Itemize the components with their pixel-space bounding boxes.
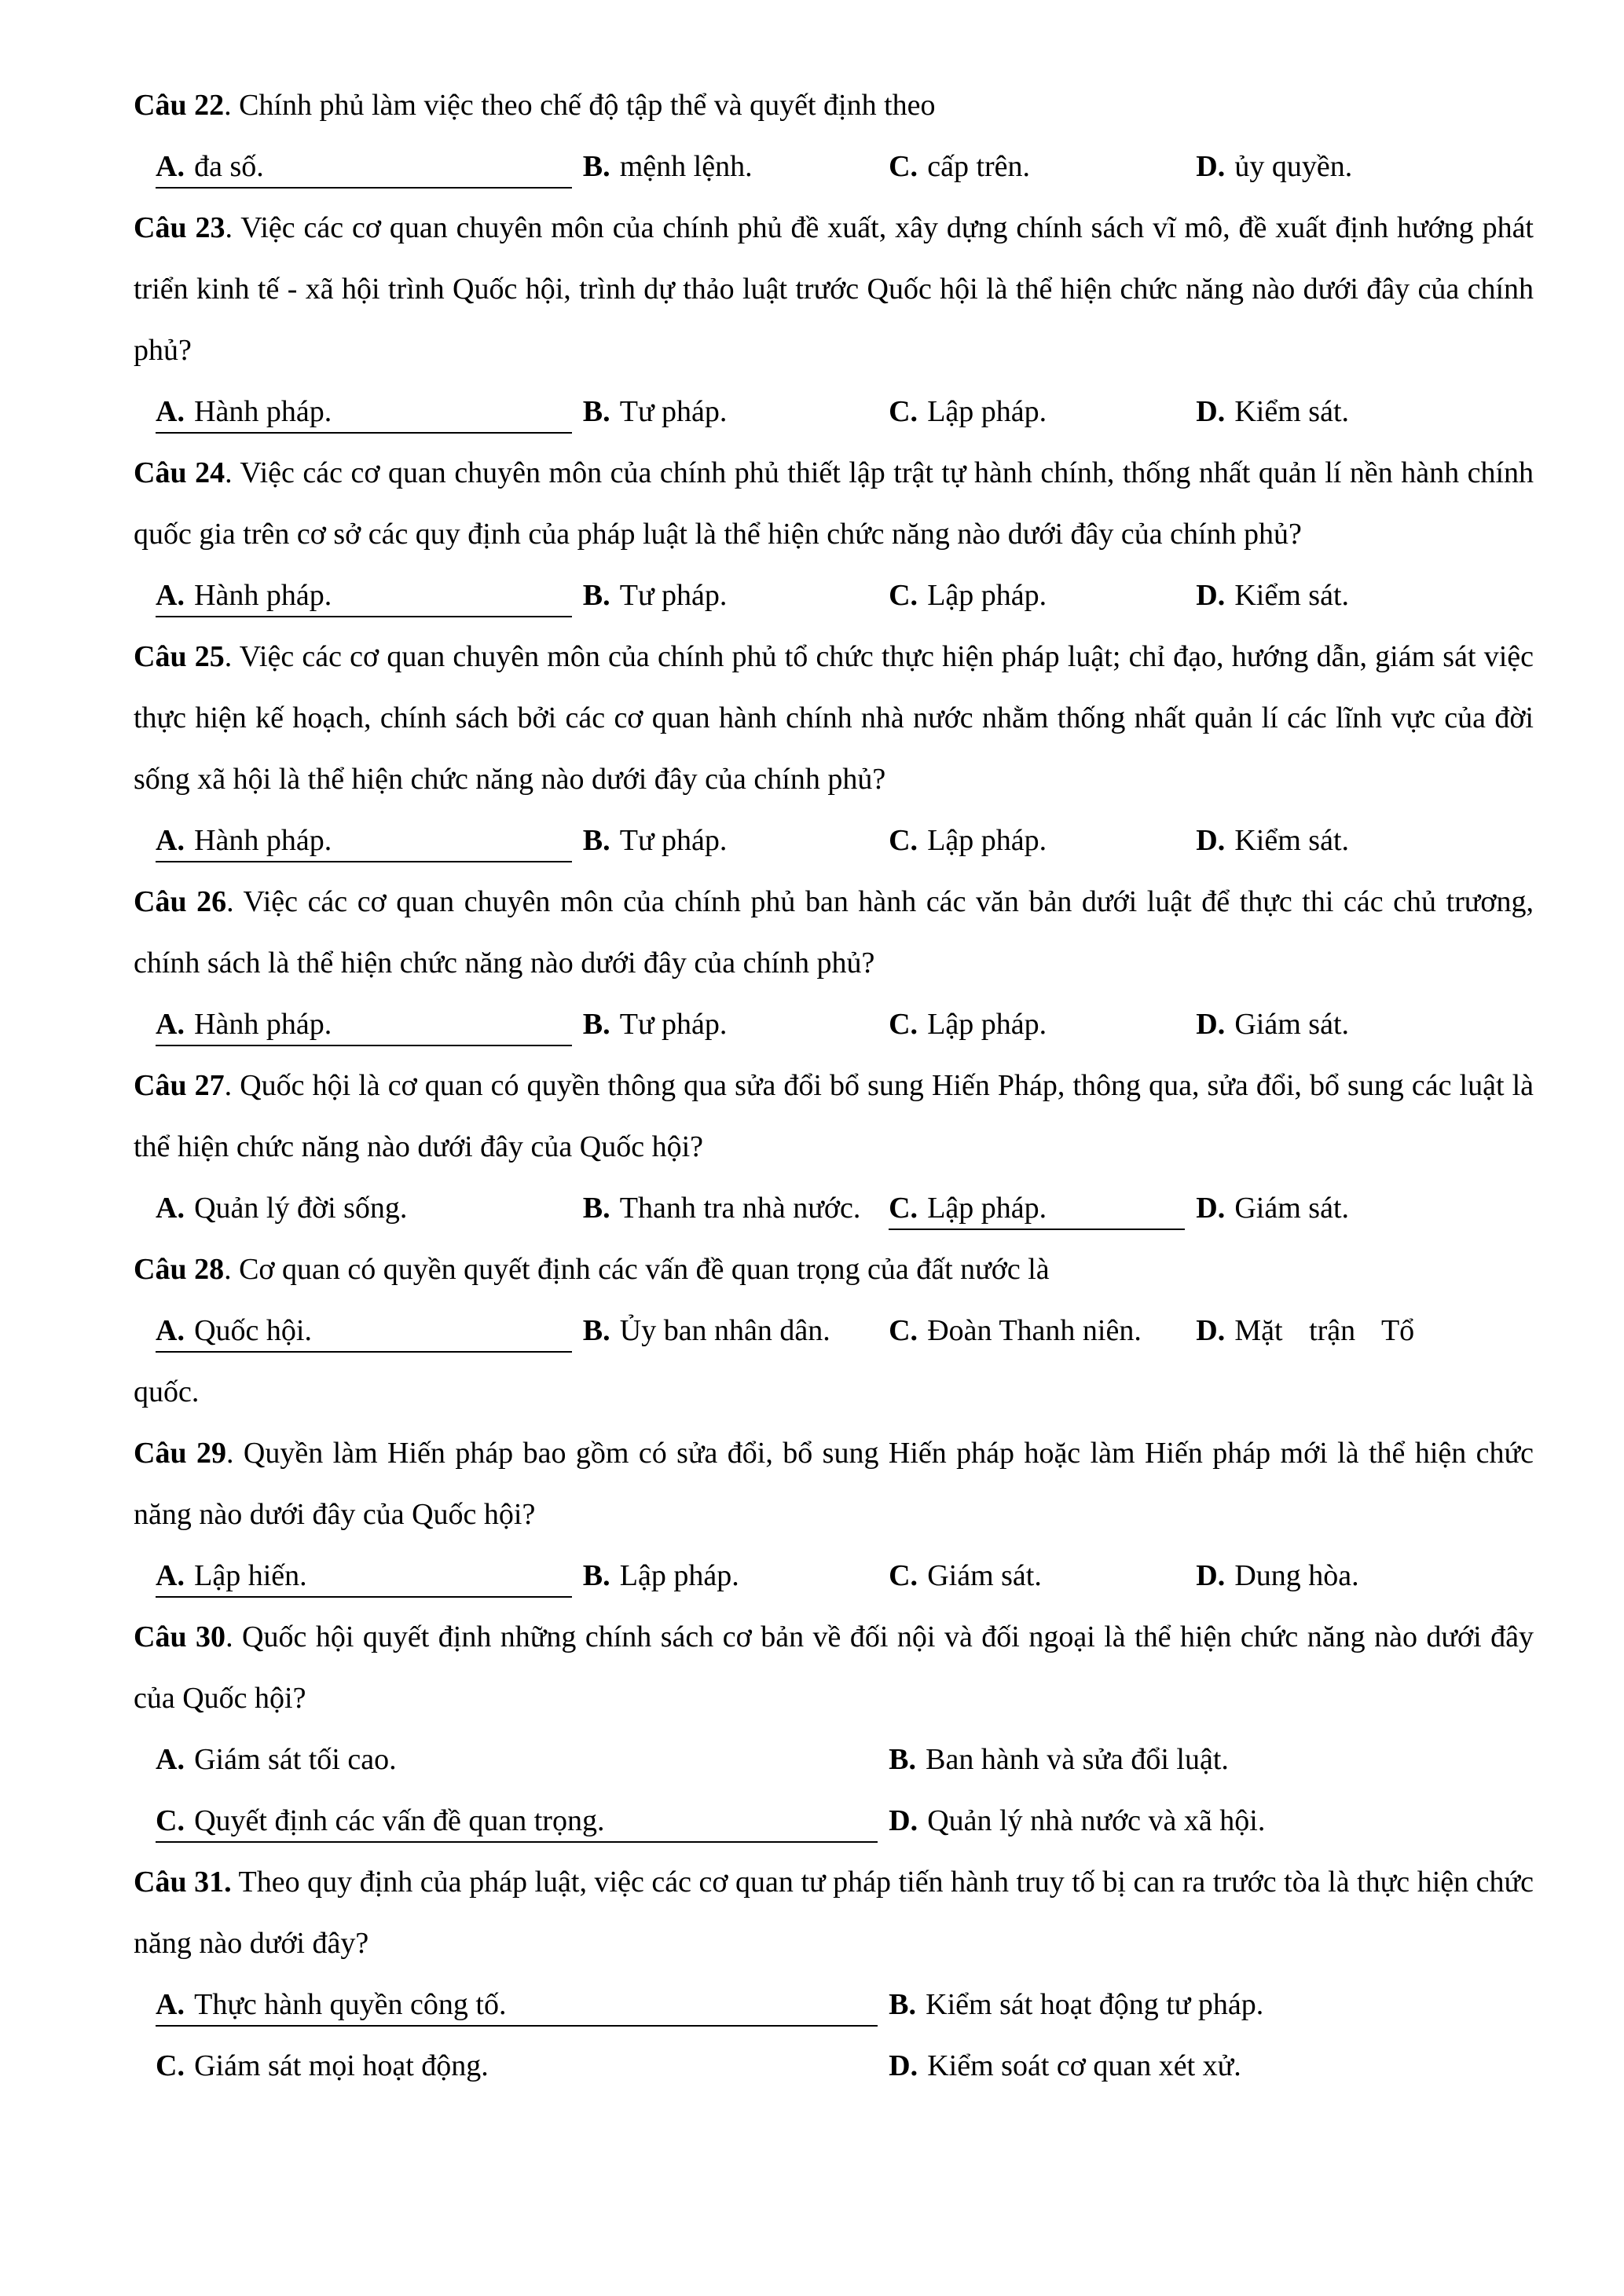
question-text (134, 626, 1534, 810)
answer-option-text: Tư pháp. (619, 1008, 728, 1041)
answer-option (1196, 810, 1534, 871)
question-text (134, 197, 1534, 381)
answer-option-text: Mặt trận Tổ (1234, 1314, 1415, 1347)
answer-option-text: Lập pháp. (927, 1192, 1047, 1225)
question-number: Câu 24 (134, 456, 225, 489)
options-row (134, 565, 1534, 626)
question-block (134, 871, 1534, 1055)
question-number: Câu 26 (134, 885, 227, 918)
answer-option-letter: A. (156, 1192, 185, 1225)
answer-option-content (583, 395, 728, 428)
answer-option-content (156, 1804, 878, 1843)
answer-option-text: Hành pháp. (194, 824, 332, 857)
answer-option-text: cấp trên. (927, 150, 1031, 183)
answer-option-letter: B. (582, 579, 610, 612)
answer-option-text: Thực hành quyền công tố. (194, 1988, 507, 2021)
answer-option-text: Kiểm sát. (1234, 824, 1349, 857)
answer-option-content (583, 1314, 830, 1347)
question-block (134, 1055, 1534, 1239)
options-row (134, 1177, 1534, 1239)
answer-option (156, 1177, 583, 1239)
answer-option-content (1196, 579, 1349, 612)
answer-option-content (156, 2049, 489, 2082)
question-block (134, 1606, 1534, 1851)
answer-option-letter: D. (1196, 579, 1226, 612)
question-block (134, 1851, 1534, 2096)
question-number: Câu 29 (134, 1437, 226, 1470)
answer-option (1196, 1300, 1534, 1361)
answer-option-text: đa số. (194, 150, 264, 183)
answer-option-text: Quốc hội. (194, 1314, 312, 1347)
question-number-separator: . (224, 89, 240, 122)
options-row (134, 136, 1534, 197)
question-number-separator: . (225, 456, 240, 489)
answer-option-content (156, 150, 572, 189)
answer-option-content (889, 395, 1047, 428)
answer-option-content (889, 1008, 1047, 1041)
answer-option-text: Thanh tra nhà nước. (619, 1192, 861, 1225)
answer-option-letter: A. (156, 1008, 185, 1041)
answer-option-content (1196, 395, 1349, 428)
answer-option (583, 1177, 889, 1239)
question-number-separator: . (224, 640, 240, 673)
question-body-text: Theo quy định của pháp luật, việc các cơ quan tư pháp tiến hành truy tố bị can ra trước tòa là thực hiện chức năng nào dưới đây? (134, 1866, 1534, 1960)
question-body-text: Việc các cơ quan chuyên môn của chính phủ tổ chức thực hiện pháp luật; chỉ đạo, hướng dẫn, giám sát việc thực hiện kế hoạch, chính sách bởi các cơ quan hành chính nhà nước nhằm thống nhất quản lí các lĩnh vực của đời sống xã hội là thể hiện chức năng nào dưới đây của chính phủ? (134, 640, 1534, 796)
answer-option-text: Giám sát mọi hoạt động. (194, 2049, 489, 2082)
answer-option-letter: D. (889, 2049, 918, 2082)
answer-option (156, 381, 583, 442)
answer-option-content (889, 579, 1047, 612)
answer-option-letter: B. (582, 824, 610, 857)
answer-option (156, 136, 583, 197)
answer-option (583, 136, 889, 197)
answer-option (889, 994, 1196, 1055)
question-block (134, 75, 1534, 197)
answer-option-text: Lập pháp. (927, 824, 1047, 857)
answer-option-text: ủy quyền. (1234, 150, 1353, 183)
answer-option-letter: A. (156, 150, 185, 183)
answer-option-letter: B. (889, 1743, 916, 1776)
answer-option (889, 1974, 1534, 2035)
question-number-separator: . (226, 885, 244, 918)
options-row (134, 810, 1534, 871)
question-body-text: Quốc hội là cơ quan có quyền thông qua sửa đổi bổ sung Hiến Pháp, thông qua, sửa đổi, bổ sung các luật là thể hiện chức năng nào dưới đây của Quốc hội? (134, 1069, 1534, 1163)
answer-option-content (889, 824, 1047, 857)
question-body-text: Việc các cơ quan chuyên môn của chính phủ đề xuất, xây dựng chính sách vĩ mô, đề xuất định hướng phát triển kinh tế - xã hội trình Quốc hội, trình dự thảo luật trước Quốc hội là thể hiện chức năng nào dưới đây của chính phủ? (134, 211, 1534, 367)
answer-option-text: Giám sát. (927, 1559, 1042, 1592)
question-body-text: Quyền làm Hiến pháp bao gồm có sửa đổi, bổ sung Hiến pháp hoặc làm Hiến pháp mới là thể hiện chức năng nào dưới đây của Quốc hội? (134, 1437, 1534, 1531)
answer-option-letter: A. (156, 1314, 185, 1347)
question-body-text: Việc các cơ quan chuyên môn của chính phủ ban hành các văn bản dưới luật để thực thi các chủ trương, chính sách là thể hiện chức năng nào dưới đây của chính phủ? (134, 885, 1534, 980)
answer-option-content (583, 150, 753, 183)
answer-option-text: Tư pháp. (619, 579, 728, 612)
answer-option-content (889, 1804, 1265, 1837)
question-block (134, 442, 1534, 626)
question-number-separator: . (224, 1253, 240, 1286)
answer-option (1196, 381, 1534, 442)
answer-option-text: Giám sát. (1234, 1008, 1349, 1041)
answer-option-text: Kiểm soát cơ quan xét xử. (927, 2049, 1241, 2082)
options-row (134, 1729, 1534, 1851)
answer-option (156, 1300, 583, 1361)
answer-option (889, 565, 1196, 626)
answer-option-text: Tư pháp. (619, 395, 728, 428)
answer-option-letter: D. (1196, 395, 1226, 428)
answer-option (1196, 136, 1534, 197)
question-text (134, 1423, 1534, 1545)
answer-option (156, 1790, 889, 1851)
answer-option-text: Kiểm sát hoạt động tư pháp. (926, 1988, 1264, 2021)
answer-option-text: Tư pháp. (619, 824, 728, 857)
answer-option-text: mệnh lệnh. (619, 150, 753, 183)
answer-option (583, 810, 889, 871)
answer-option (889, 1729, 1534, 1790)
answer-option (889, 1300, 1196, 1361)
answer-option-text: Ban hành và sửa đổi luật. (926, 1743, 1229, 1776)
answer-option-content (583, 1192, 861, 1225)
answer-option-letter: A. (156, 1743, 185, 1776)
answer-option-text: Giám sát tối cao. (194, 1743, 397, 1776)
answer-option-text: Lập pháp. (927, 579, 1047, 612)
answer-option (583, 565, 889, 626)
answer-option (1196, 994, 1534, 1055)
options-row (134, 381, 1534, 442)
answer-option-letter: D. (889, 1804, 918, 1837)
answer-option-content (1196, 1559, 1358, 1592)
options-row (134, 994, 1534, 1055)
question-number: Câu 25 (134, 640, 225, 673)
question-number: Câu 23 (134, 211, 225, 244)
question-block (134, 1423, 1534, 1606)
answer-option-letter: B. (582, 1192, 610, 1225)
question-body-text: Việc các cơ quan chuyên môn của chính phủ thiết lập trật tự hành chính, thống nhất quản lí nền hành chính quốc gia trên cơ sở các quy định của pháp luật là thể hiện chức năng nào dưới đây của chính phủ? (134, 456, 1534, 551)
answer-option-content (583, 1559, 739, 1592)
answer-option-content (889, 2049, 1241, 2082)
answer-option (583, 1300, 889, 1361)
answer-option (156, 2035, 889, 2096)
question-number-separator: . (225, 211, 241, 244)
answer-option-content (889, 1743, 1229, 1776)
answer-option (889, 136, 1196, 197)
answer-option-text: Hành pháp. (194, 579, 332, 612)
answer-option (889, 810, 1196, 871)
answer-option-letter: C. (889, 1008, 918, 1041)
answer-option-text: Dung hòa. (1234, 1559, 1359, 1592)
answer-option (1196, 565, 1534, 626)
answer-option-letter: A. (156, 1988, 185, 2021)
question-text (134, 1851, 1534, 1974)
question-text (134, 871, 1534, 994)
answer-option-text: Quản lý đời sống. (194, 1192, 408, 1225)
answer-option (583, 1545, 889, 1606)
question-number: Câu 28 (134, 1253, 225, 1286)
answer-option-text: Quản lý nhà nước và xã hội. (927, 1804, 1266, 1837)
question-text (134, 442, 1534, 565)
options-row (134, 1300, 1534, 1361)
question-number-separator (232, 1866, 239, 1899)
answer-option-letter: B. (582, 395, 610, 428)
answer-option (583, 381, 889, 442)
question-body-text: Quốc hội quyết định những chính sách cơ bản về đối nội và đối ngoại là thể hiện chức năng nào dưới đây của Quốc hội? (134, 1620, 1534, 1715)
answer-option-content (583, 824, 728, 857)
answer-option-letter: D. (1196, 1192, 1226, 1225)
question-text (134, 75, 1534, 136)
question-text (134, 1055, 1534, 1177)
answer-option-letter: C. (156, 2049, 185, 2082)
answer-option (889, 381, 1196, 442)
answer-option-content (156, 579, 572, 617)
answer-option-letter: D. (1196, 1314, 1226, 1347)
answer-option-text: Kiểm sát. (1234, 395, 1349, 428)
answer-option-content (889, 1988, 1263, 2021)
answer-option-letter: D. (1196, 1559, 1226, 1592)
answer-option-text: Giám sát. (1234, 1192, 1349, 1225)
answer-option-text: Hành pháp. (194, 395, 332, 428)
answer-option-content (889, 1559, 1042, 1592)
answer-option-content (156, 1988, 878, 2027)
answer-option-letter: C. (889, 824, 918, 857)
answer-option-content (156, 1559, 572, 1598)
answer-option (889, 2035, 1534, 2096)
answer-option-text: Quyết định các vấn đề quan trọng. (194, 1804, 605, 1837)
answer-option-letter: C. (889, 1314, 918, 1347)
question-number: Câu 31. (134, 1866, 232, 1899)
answer-option-letter: B. (582, 1559, 610, 1592)
option-continuation-line: quốc. (134, 1375, 200, 1408)
answer-option-letter: B. (582, 1314, 610, 1347)
question-body-text: Chính phủ làm việc theo chế độ tập thể và quyết định theo (239, 89, 936, 122)
answer-option-content (1196, 1192, 1349, 1225)
answer-option-content (889, 1314, 1142, 1347)
answer-option-content (1196, 824, 1349, 857)
answer-option-letter: C. (889, 579, 918, 612)
answer-option-content (156, 1314, 572, 1353)
answer-option-content (889, 1192, 1185, 1230)
answer-option-text: Ủy ban nhân dân. (619, 1314, 830, 1347)
answer-option (156, 1545, 583, 1606)
options-row (134, 1974, 1534, 2096)
answer-option-letter: C. (889, 1192, 918, 1225)
answer-option-content (583, 579, 728, 612)
answer-option-content (156, 1743, 397, 1776)
question-number: Câu 22 (134, 89, 225, 122)
answer-option-content (1196, 1008, 1349, 1041)
answer-option-letter: A. (156, 1559, 185, 1592)
answer-option-content (889, 150, 1030, 183)
answer-option-letter: C. (889, 395, 918, 428)
answer-option-letter: C. (889, 150, 918, 183)
answer-option-text: Hành pháp. (194, 1008, 332, 1041)
answer-option-text: Lập pháp. (619, 1559, 739, 1592)
answer-option-text: Kiểm sát. (1234, 579, 1349, 612)
answer-option-letter: A. (156, 395, 185, 428)
question-text (134, 1239, 1534, 1300)
answer-option-content (156, 1192, 407, 1225)
question-text (134, 1606, 1534, 1729)
answer-option-content (156, 824, 572, 862)
answer-option-letter: C. (156, 1804, 185, 1837)
answer-option-text: Đoàn Thanh niên. (927, 1314, 1142, 1347)
options-row (134, 1545, 1534, 1606)
question-number-separator: . (224, 1069, 240, 1102)
answer-option (156, 1729, 889, 1790)
question-list (134, 75, 1534, 2096)
answer-option (889, 1177, 1196, 1239)
answer-option-letter: D. (1196, 150, 1226, 183)
answer-option-letter: B. (582, 150, 610, 183)
answer-option (889, 1545, 1196, 1606)
question-number-separator: . (225, 1620, 243, 1653)
answer-option-text: Lập hiến. (194, 1559, 307, 1592)
answer-option-letter: A. (156, 824, 185, 857)
answer-option-content (583, 1008, 728, 1041)
answer-option (889, 1790, 1534, 1851)
answer-option-letter: B. (889, 1988, 916, 2021)
question-body-text: Cơ quan có quyền quyết định các vấn đề quan trọng của đất nước là (239, 1253, 1050, 1286)
answer-option-content (1196, 150, 1352, 183)
answer-option-letter: B. (582, 1008, 610, 1041)
answer-option-letter: D. (1196, 824, 1226, 857)
answer-option-letter: D. (1196, 1008, 1226, 1041)
question-block (134, 626, 1534, 871)
question-block (134, 1239, 1534, 1423)
answer-option (156, 810, 583, 871)
answer-option-text: Lập pháp. (927, 395, 1047, 428)
question-number: Câu 30 (134, 1620, 226, 1653)
answer-option (156, 994, 583, 1055)
answer-option (156, 1974, 889, 2035)
answer-option (1196, 1177, 1534, 1239)
answer-option (583, 994, 889, 1055)
question-number: Câu 27 (134, 1069, 225, 1102)
answer-option-content (156, 1008, 572, 1046)
answer-option-text: Lập pháp. (927, 1008, 1047, 1041)
answer-option-letter: C. (889, 1559, 918, 1592)
answer-option-content (1196, 1314, 1414, 1347)
answer-option-content (156, 395, 572, 434)
answer-option (156, 565, 583, 626)
question-block (134, 197, 1534, 442)
question-number-separator: . (226, 1437, 244, 1470)
answer-option (1196, 1545, 1534, 1606)
answer-option-letter: A. (156, 579, 185, 612)
